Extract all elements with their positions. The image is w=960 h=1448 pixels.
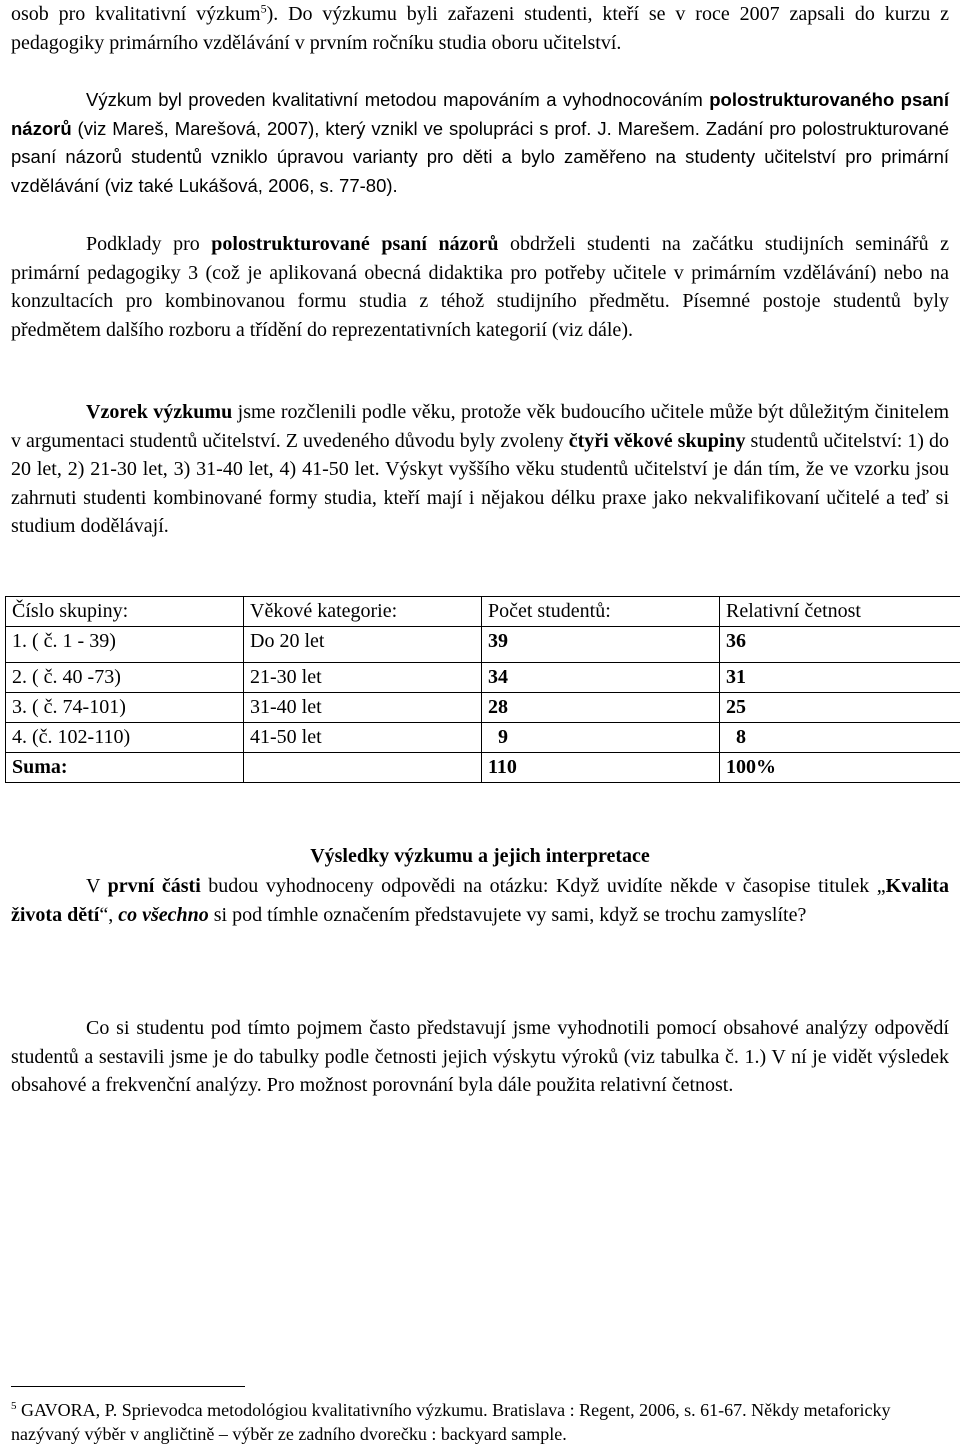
table-cell: Suma:	[6, 753, 244, 783]
age-groups-table	[5, 596, 960, 783]
table-cell	[244, 753, 482, 783]
paragraph-intro	[11, 0, 949, 57]
footnote-separator	[11, 1386, 245, 1387]
footnote-text: GAVORA, P. Sprievodca metodológiou kvalitativního výzkumu. Bratislava : Regent, 2006, s. 61-67. Někdy metaforicky nazývaný výběr v angličtině – výběr ze zadního dvorečku : backyard sample.	[11, 1400, 891, 1444]
table-cell: 4. (č. 102-110)	[6, 723, 244, 753]
table-cell: 2. ( č. 40 -73)	[6, 663, 244, 693]
table-header-row	[6, 597, 960, 627]
table-row	[6, 663, 960, 693]
table-cell: 8	[720, 723, 960, 753]
paragraph-first-part	[11, 872, 949, 929]
table-header-cell: Věkové kategorie:	[244, 597, 482, 627]
table-cell: 9	[482, 723, 720, 753]
table-cell: 25	[720, 693, 960, 723]
bold-term: první části	[107, 875, 201, 897]
table-cell: 21-30 let	[244, 663, 482, 693]
text: osob pro kvalitativní výzkum	[11, 3, 261, 25]
table-cell: 34	[482, 663, 720, 693]
paragraph-analysis: Co si studentu pod tímto pojmem často představují jsme vyhodnotili pomocí obsahové analýzy odpovědí studentů a sestavili jsme je do tabulky podle četnosti jejich výskytu výroků (viz tabulka č. 1.) V ní je vidět výsledek obsahové a frekvenční analýzy. Pro možnost porovnání byla dále použita relativní četnost.	[11, 1017, 949, 1097]
text: studentů učitelství: 1) do 20 let, 2) 21-30 let, 3) 31-40 let, 4) 41-50 let. Výskyt vyššího věku studentů učitelství je dán tím, že ve vzorku jsou zahrnuti studenti kombinované formy studia, kteří mají i nějakou délku praxe jako nekvalifikovaní učitelé a teď si studium dodělávají.	[11, 429, 949, 538]
bold-term: polostrukturovaného psaní názorů	[11, 89, 949, 139]
text: budou vyhodnoceny odpovědi na otázku: Když uvidíte někde v časopise titulek „	[200, 875, 886, 897]
table-cell: 39	[482, 627, 720, 663]
table-cell: 28	[482, 693, 720, 723]
bold-term: Vzorek výzkumu	[86, 401, 233, 423]
text: ). Do výzkumu byli zařazeni studenti, kteří se v roce 2007 zapsali do kurzu z pedagogiky primárního vzdělávání v prvním ročníku studia oboru učitelství.	[11, 3, 949, 54]
table-sum-row	[6, 753, 960, 783]
text: Výzkum byl proveden kvalitativní metodou mapováním a vyhodnocováním	[86, 89, 710, 110]
paragraph-sample	[11, 398, 949, 541]
footnote-number: 5	[11, 1400, 17, 1412]
footnote	[11, 1398, 949, 1446]
text: (viz Mareš, Marešová, 2007), který vznikl ve spolupráci s prof. J. Marešem. Zadání pro polostrukturované psaní názorů studentů vzniklo úpravou varianty pro děti a bylo zaměřeno na studenty učitelství pro primární vzdělávání (viz také Lukášová, 2006, s. 77-80).	[11, 117, 949, 196]
section-heading: Výsledky výzkumu a jejich interpretace	[310, 845, 650, 867]
text: “,	[99, 903, 119, 926]
table-header-cell: Číslo skupiny:	[6, 597, 244, 627]
footnote-reference[interactable]: 5	[260, 1, 267, 16]
table-cell: 1. ( č. 1 - 39)	[6, 627, 244, 663]
table-row	[6, 723, 960, 753]
text: si pod tímhle označením představujete vy sami, když se trochu zamyslíte?	[208, 903, 807, 926]
table-cell: 3. ( č. 74-101)	[6, 693, 244, 723]
table-cell: 31	[720, 663, 960, 693]
bold-term: polostrukturované psaní názorů	[211, 233, 499, 255]
bold-italic-term: co všechno	[118, 903, 209, 926]
paragraph-materials	[11, 230, 949, 344]
table-row	[6, 693, 960, 723]
table-cell: 31-40 let	[244, 693, 482, 723]
table-cell: 36	[720, 627, 960, 663]
table-header-cell: Počet studentů:	[482, 597, 720, 627]
table-row	[6, 627, 960, 663]
text: Podklady pro	[86, 233, 212, 255]
bold-term: čtyři věkové skupiny	[568, 429, 746, 452]
text: jsme rozčlenili podle věku, protože věk budoucího učitele může být důležitým činitelem v argumentaci studentů učitelství. Z uvedeného důvodu byly zvoleny	[11, 401, 949, 452]
table-cell: Do 20 let	[244, 627, 482, 663]
paragraph-method	[11, 86, 949, 200]
table-header-cell: Relativní četnost	[720, 597, 960, 627]
text: V	[86, 875, 108, 897]
text: obdrželi studenti na začátku studijních seminářů z primární pedagogiky 3 (což je aplikovaná obecná didaktika pro potřeby učitele v primárním vzdělávání) nebo na konzultacích pro kombinovanou formu studia z téhož studijního předmětu. Písemné postoje studentů byly předmětem dalšího rozboru a třídění do reprezentativních kategorií (viz dále).	[11, 233, 949, 341]
table-cell: 110	[482, 753, 720, 783]
table-cell: 100%	[720, 753, 960, 783]
table-cell: 41-50 let	[244, 723, 482, 753]
bold-term: Kvalita života dětí	[11, 875, 949, 926]
